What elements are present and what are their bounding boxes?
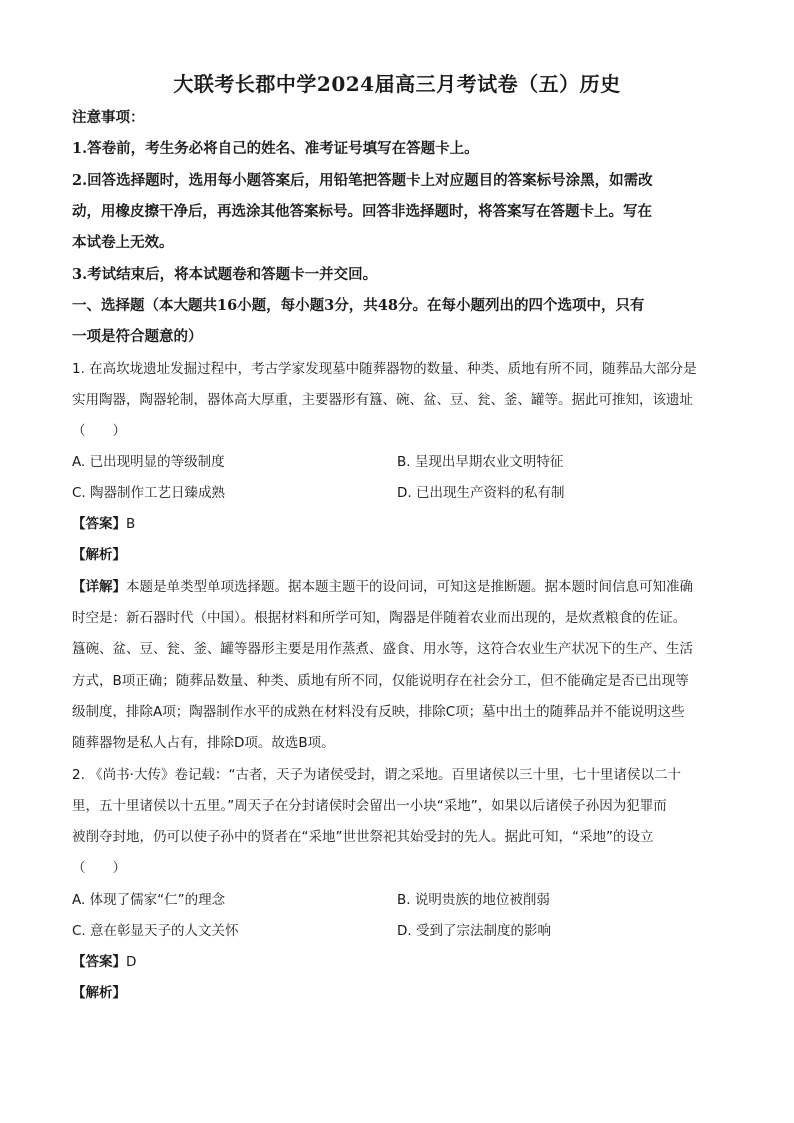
notice-item-1: 1.答卷前，考生务必将自己的姓名、准考证号填写在答题卡上。 bbox=[72, 140, 479, 157]
q1-detail-line-1: 【详解】本题是单类型单项选择题。据本题主题干的设问词，可知这是推断题。据本题时间信息可知准确 bbox=[72, 579, 693, 595]
q1-answer-value: B bbox=[126, 516, 136, 532]
notice-item-2-line-2: 动，用橡皮擦干净后，再选涂其他答案标号。回答非选择题时，将答案写在答题卡上。写在 bbox=[72, 203, 652, 220]
q1-option-b: B. 呈现出早期农业文明特征 bbox=[397, 454, 564, 470]
q1-detail-tag: 【详解】 bbox=[72, 579, 126, 595]
notice-item-3: 3.考试结束后，将本试题卷和答题卡一并交回。 bbox=[72, 266, 378, 283]
q1-detail-line-5: 级制度，排除A项；陶器制作水平的成熟在材料没有反映，排除C项；墓中出土的随葬品并不能说明这些 bbox=[72, 704, 685, 720]
q2-option-c: C. 意在彰显天子的人文关怀 bbox=[72, 923, 239, 939]
notice-item-2-line-1: 2.回答选择题时，选用每小题答案后，用铅笔把答题卡上对应题目的答案标号涂黑，如需改 bbox=[72, 172, 653, 189]
q2-answer bbox=[72, 952, 136, 972]
q1-stem-line-1: 1. 在高坎垅遗址发掘过程中，考古学家发现墓中随葬器物的数量、种类、质地有所不同，随葬品大部分是 bbox=[72, 361, 697, 377]
q2-stem-line-1: 2. 《尚书·大传》卷记载：“古者，天子为诸侯受封，谓之采地。百里诸侯以三十里，七十里诸侯以二十 bbox=[72, 767, 681, 783]
notice-item-2-line-3: 本试卷上无效。 bbox=[72, 234, 174, 251]
q1-detail-line-2: 时空是：新石器时代（中国）。根据材料和所学可知，陶器是伴随着农业而出现的，是炊煮粮食的佐证。 bbox=[72, 610, 687, 626]
section-heading-line-1: 一、选择题（本大题共16小题，每小题3分，共48分。在每小题列出的四个选项中，只有 bbox=[72, 297, 645, 314]
q1-detail-line-4: 方式，B项正确；随葬品数量、种类、质地有所不同，仅能说明存在社会分工，但不能确定是否已出现等 bbox=[72, 673, 689, 689]
q2-stem-line-3: 被削夺封地，仍可以使子孙中的贤者在“采地”世世祭祀其始受封的先人。据此可知，“采地”的设立 bbox=[72, 829, 654, 845]
q1-detail-line-6: 随葬器物是私人占有，排除D项。故选B项。 bbox=[72, 735, 335, 751]
q2-analysis-tag: 【解析】 bbox=[72, 985, 126, 1001]
q2-stem-line-2: 里，五十里诸侯以十五里。”周天子在分封诸侯时会留出一小块“采地”，如果以后诸侯子孙因为犯罪而 bbox=[72, 798, 667, 814]
page-title: 大联考长郡中学2024届高三月考试卷（五）历史 bbox=[173, 72, 621, 96]
q1-stem-line-3: （ ） bbox=[72, 423, 126, 439]
q2-answer-value: D bbox=[126, 954, 137, 970]
q2-stem-line-4: （ ） bbox=[72, 860, 126, 876]
q2-option-a: A. 体现了儒家“仁”的理念 bbox=[72, 892, 226, 908]
notice-heading: 注意事项： bbox=[72, 109, 145, 126]
q1-answer bbox=[72, 514, 135, 534]
q2-answer-tag: 【答案】 bbox=[72, 954, 126, 970]
q1-option-d: D. 已出现生产资料的私有制 bbox=[397, 485, 565, 501]
q1-answer-tag: 【答案】 bbox=[72, 516, 126, 532]
q2-option-d: D. 受到了宗法制度的影响 bbox=[397, 923, 551, 939]
q1-analysis-tag: 【解析】 bbox=[72, 547, 126, 563]
q1-option-c: C. 陶器制作工艺日臻成熟 bbox=[72, 485, 226, 501]
q1-option-a: A. 已出现明显的等级制度 bbox=[72, 454, 225, 470]
q1-stem-line-2: 实用陶器，陶器轮制，器体高大厚重，主要器形有簋、碗、盆、豆、瓮、釜、罐等。据此可推知，该遗址 bbox=[72, 392, 693, 408]
section-heading-line-2: 一项是符合题意的） bbox=[72, 328, 203, 345]
q1-detail-line-3: 簋碗、盆、豆、瓮、釜、罐等器形主要是用作蒸煮、盛食、用水等，这符合农业生产状况下的生产、生活 bbox=[72, 641, 693, 657]
q2-option-b: B. 说明贵族的地位被削弱 bbox=[397, 892, 550, 908]
